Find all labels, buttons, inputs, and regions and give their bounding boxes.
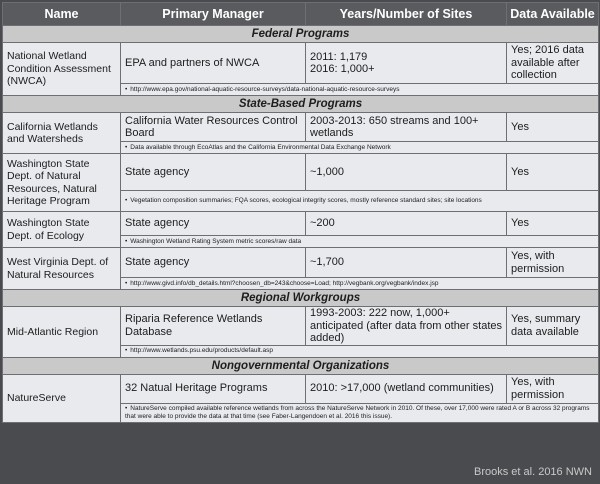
row-years xyxy=(306,43,507,84)
bullet-icon: • xyxy=(125,404,128,412)
row-name: NatureServe xyxy=(3,374,121,422)
row-available: Yes, with permission xyxy=(507,248,599,278)
bullet-icon: • xyxy=(125,85,128,93)
table-row xyxy=(3,307,599,346)
row-available: Yes xyxy=(507,113,599,142)
row-available: Yes, summary data available xyxy=(507,307,599,346)
row-manager: California Water Resources Control Board xyxy=(121,113,306,142)
section-state: State-Based Programs xyxy=(3,96,599,113)
row-note-text: http://www.wetlands.psu.edu/products/default.asp xyxy=(130,347,274,354)
table-row xyxy=(3,374,599,403)
table-row xyxy=(3,154,599,191)
row-note-text: Vegetation composition summaries; FQA scores, ecological integrity scores, mostly reference standard sites; site locations xyxy=(130,197,482,204)
section-row xyxy=(3,96,599,113)
row-years-line1: 2011: 1,179 xyxy=(310,50,368,63)
row-years: 2003-2013: 650 streams and 100+ wetlands xyxy=(306,113,507,142)
row-years-line2: 2016: 1,000+ xyxy=(310,63,375,75)
bullet-icon: • xyxy=(125,197,128,204)
bullet-icon: • xyxy=(125,237,128,245)
row-years: ~200 xyxy=(306,212,507,236)
row-note-text: NatureServe compiled available reference wetlands from across the NatureServe Network in 2010. Of these, over 17,000 were rated A or B across 32 programs that were able to provide the data at that time (see Faber-Langendoen et al. 2016 this issue). xyxy=(125,404,590,420)
row-manager: State agency xyxy=(121,154,306,191)
row-name: Washington State Dept. of Ecology xyxy=(3,212,121,248)
row-note xyxy=(121,345,599,357)
row-available: Yes xyxy=(507,212,599,236)
row-available: Yes, with permission xyxy=(507,374,599,403)
row-manager: 32 Natual Heritage Programs xyxy=(121,374,306,403)
row-note-text: Data available through EcoAtlas and the California Environmental Data Exchange Network xyxy=(130,143,391,151)
row-note xyxy=(121,84,599,96)
citation: Brooks et al. 2016 NWN xyxy=(474,466,592,478)
header-row xyxy=(3,3,599,26)
row-years: ~1,000 xyxy=(306,154,507,191)
row-name: California Wetlands and Watersheds xyxy=(3,113,121,154)
row-name: Mid-Atlantic Region xyxy=(3,307,121,358)
row-available: Yes; 2016 data available after collection xyxy=(507,43,599,84)
row-name: Washington State Dept. of Natural Resources, Natural Heritage Program xyxy=(3,154,121,212)
section-row xyxy=(3,26,599,43)
section-row xyxy=(3,357,599,374)
bullet-icon: • xyxy=(125,279,128,287)
section-regional: Regional Workgroups xyxy=(3,290,599,307)
row-years: 2010: >17,000 (wetland communities) xyxy=(306,374,507,403)
row-name: West Virginia Dept. of Natural Resources xyxy=(3,248,121,290)
row-manager: State agency xyxy=(121,248,306,278)
header-manager: Primary Manager xyxy=(121,3,306,26)
row-note-text: http://www.epa.gov/national-aquatic-resource-surveys/data-national-aquatic-resource-surveys xyxy=(130,85,400,93)
row-available: Yes xyxy=(507,154,599,191)
row-name: National Wetland Condition Assessment (NWCA) xyxy=(3,43,121,96)
section-row xyxy=(3,290,599,307)
row-note xyxy=(121,142,599,154)
bullet-icon: • xyxy=(125,347,128,354)
row-note xyxy=(121,278,599,290)
row-note-text: http://www.givd.info/db_details.html?choosen_db=243&choose=Load; http://vegbank.org/vegbank/index.jsp xyxy=(130,279,439,287)
table-row xyxy=(3,113,599,142)
header-available: Data Available xyxy=(507,3,599,26)
header-years: Years/Number of Sites xyxy=(306,3,507,26)
wetland-data-table xyxy=(2,2,599,423)
table-row xyxy=(3,248,599,278)
row-note xyxy=(121,191,599,212)
row-manager: EPA and partners of NWCA xyxy=(121,43,306,84)
header-name: Name xyxy=(3,3,121,26)
row-years: 1993-2003: 222 now, 1,000+ anticipated (after data from other states added) xyxy=(306,307,507,346)
bullet-icon: • xyxy=(125,143,128,151)
row-years: ~1,700 xyxy=(306,248,507,278)
row-manager: State agency xyxy=(121,212,306,236)
row-note xyxy=(121,403,599,422)
row-note xyxy=(121,236,599,248)
section-federal: Federal Programs xyxy=(3,26,599,43)
table-row xyxy=(3,43,599,84)
row-manager: Riparia Reference Wetlands Database xyxy=(121,307,306,346)
section-nongov: Nongovernmental Organizations xyxy=(3,357,599,374)
row-note-text: Washington Wetland Rating System metric scores/raw data xyxy=(130,237,302,245)
table-row xyxy=(3,212,599,236)
